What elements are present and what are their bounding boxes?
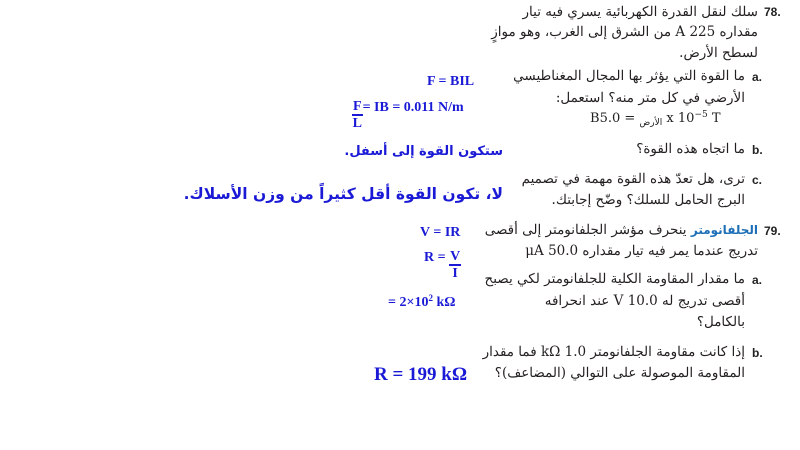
r-value-exp: 2	[428, 293, 433, 303]
formula-b: B	[590, 111, 600, 126]
r-value-unit: kΩ	[432, 295, 456, 310]
q78-part-a-line1: ما القوة التي يؤثر بها المجال المغناطيسي	[513, 68, 745, 84]
q79-part-a-label: a.	[752, 273, 763, 287]
fraction-numerator: V	[450, 249, 461, 264]
q79-part-b-line1: إذا كانت مقاومة الجلفانومتر 1.0 kΩ فما مقدار	[482, 344, 745, 360]
q78-formula	[590, 110, 721, 128]
answer-resistance-formula	[424, 249, 461, 281]
ratio-result: = IB = 0.011 N/m	[362, 100, 464, 116]
answer-direction: ستكون القوة إلى أسفل.	[344, 144, 503, 159]
q79-part-b-label: b.	[752, 346, 763, 360]
answer-ohm-law: V = IR	[420, 225, 461, 240]
q78-part-b-label: b.	[752, 143, 763, 157]
question-79-number: 79.	[764, 224, 781, 238]
q78-part-c-line2: البرج الحامل للسلك؟ وضّح إجابتك.	[551, 192, 745, 208]
q79-keyword: الجلفانومتر	[690, 223, 758, 237]
answer-resistance-value	[388, 293, 455, 311]
q79-intro-line2: تدريج عندما يمر فيه تيار مقداره 50.0 μA	[525, 243, 758, 259]
fraction-f-over-l	[352, 99, 363, 131]
q78-intro-line3: لسطح الأرض.	[679, 45, 758, 61]
q78-part-c-line1: ترى، هل تعدّ هذه القوة مهمة في تصميم	[521, 171, 745, 187]
q78-intro-line1: سلك لنقل القدرة الكهربائية يسري فيه تيار	[522, 4, 758, 20]
q78-part-a-line2: الأرضي في كل متر منه؟ استعمل:	[555, 90, 745, 106]
q78-intro-line2: مقداره 225 A من الشرق إلى الغرب، وهو موازٍ	[491, 24, 758, 40]
formula-value: = 5.0 x 10	[599, 111, 695, 126]
fraction-denominator: L	[352, 116, 362, 131]
q78-part-c-label: c.	[752, 173, 763, 187]
formula-unit: T	[707, 111, 721, 126]
answer-force-formula: F = BIL	[427, 74, 475, 89]
fraction-v-over-i	[449, 249, 461, 281]
fraction-numerator: F	[353, 99, 362, 114]
q78-part-a-label: a.	[752, 70, 763, 84]
fraction-denominator: I	[452, 266, 458, 281]
formula-exp: −5	[694, 110, 708, 120]
q78-part-b-text: ما اتجاه هذه القوة؟	[636, 141, 745, 157]
q79-intro-rest: ينحرف مؤشر الجلفانومتر إلى أقصى	[484, 222, 691, 238]
answer-final-resistance: R = 199 kΩ	[374, 364, 468, 385]
q79-part-a-line1: ما مقدار المقاومة الكلية للجلفانومتر لكي يصبح	[484, 271, 745, 287]
answer-comparison: لا، تكون القوة أقل كثيراً من وزن الأسلاك.	[183, 185, 503, 203]
r-value-prefix: = 2×10	[388, 295, 429, 310]
q79-part-b-line2: المقاومة الموصولة على التوالي (المضاعف)؟	[494, 365, 745, 381]
r-label: R =	[424, 250, 446, 266]
question-78-number: 78.	[764, 5, 781, 19]
answer-force-per-length	[352, 99, 464, 131]
q79-part-a-line3: بالكامل؟	[696, 314, 745, 330]
q79-part-a-line2: أقصى تدريج له 10.0 V عند انحرافه	[544, 293, 745, 309]
formula-sub: الأرض	[639, 118, 663, 128]
q79-intro-line1	[485, 221, 758, 240]
